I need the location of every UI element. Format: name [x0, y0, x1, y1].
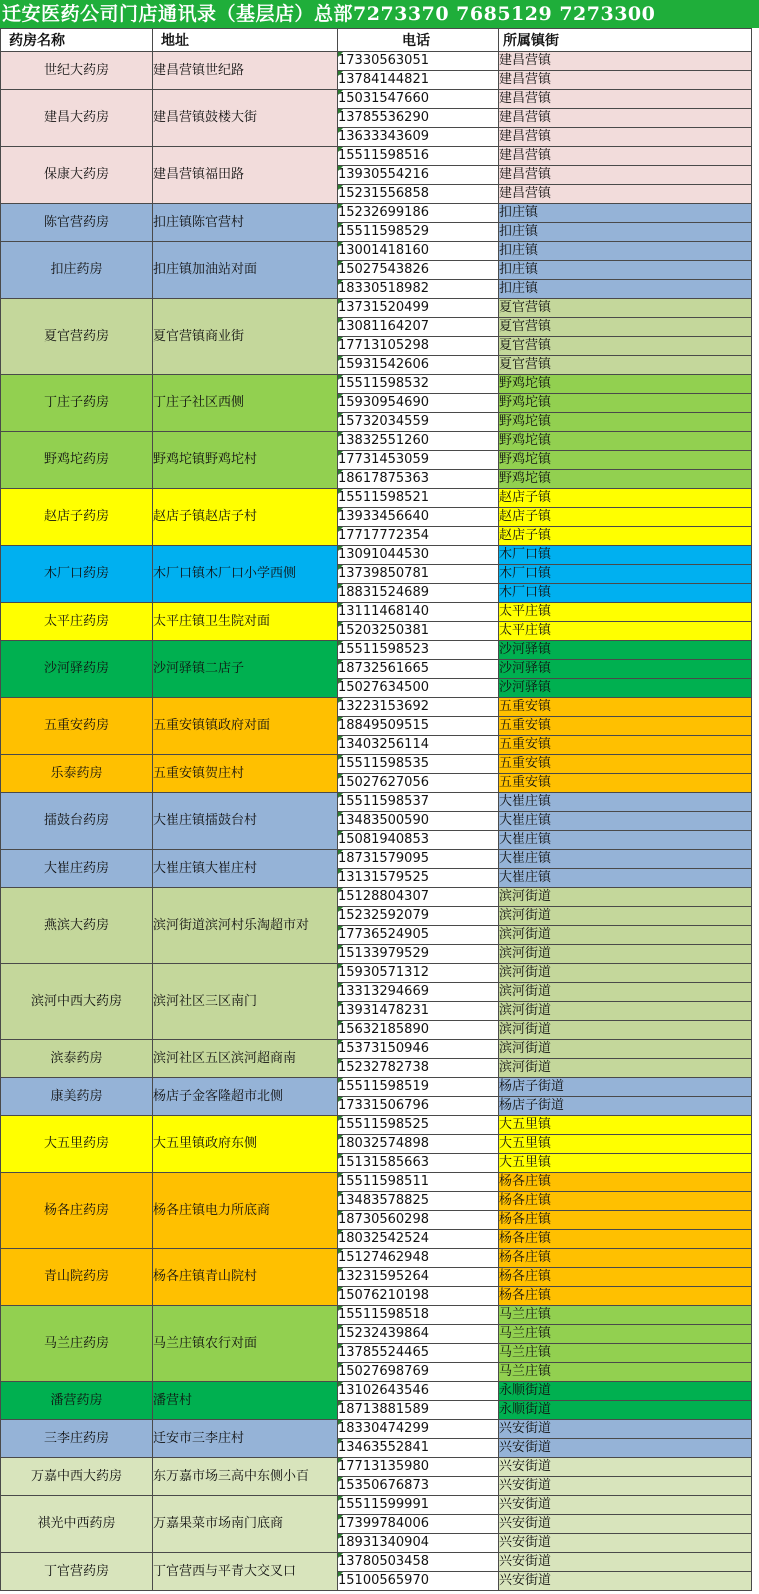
- store-phone: 18732561665: [338, 660, 499, 679]
- store-address: 滨河社区三区南门: [153, 964, 338, 1040]
- store-town: 沙河驿镇: [499, 641, 752, 660]
- store-town: 野鸡坨镇: [499, 413, 752, 432]
- table-body: [1, 52, 752, 1591]
- store-phone: 13930554216: [338, 166, 499, 185]
- store-town: 滨河街道: [499, 983, 752, 1002]
- store-name: 丁官营药房: [1, 1553, 153, 1591]
- store-phone: 15511598535: [338, 755, 499, 774]
- store-town: 兴安街道: [499, 1439, 752, 1458]
- store-phone: 15931542606: [338, 356, 499, 375]
- store-name: 大崔庄药房: [1, 850, 153, 888]
- store-town: 马兰庄镇: [499, 1325, 752, 1344]
- store-address: 万嘉果菜市场南门底商: [153, 1496, 338, 1553]
- store-town: 木厂口镇: [499, 584, 752, 603]
- store-phone: 18931340904: [338, 1534, 499, 1553]
- store-phone: 18617875363: [338, 470, 499, 489]
- store-town: 五重安镇: [499, 717, 752, 736]
- store-phone: 18731579095: [338, 850, 499, 869]
- store-town: 滨河街道: [499, 945, 752, 964]
- header-town: 所属镇街: [499, 29, 752, 52]
- store-town: 兴安街道: [499, 1534, 752, 1553]
- store-town: 永顺街道: [499, 1382, 752, 1401]
- store-phone: 15511598529: [338, 223, 499, 242]
- store-town: 赵店子镇: [499, 527, 752, 546]
- store-town: 滨河街道: [499, 926, 752, 945]
- store-phone: 15133979529: [338, 945, 499, 964]
- store-town: 滨河街道: [499, 1040, 752, 1059]
- store-phone: 18730560298: [338, 1211, 499, 1230]
- store-town: 野鸡坨镇: [499, 432, 752, 451]
- store-phone: 13739850781: [338, 565, 499, 584]
- store-town: 沙河驿镇: [499, 660, 752, 679]
- store-address: 木厂口镇木厂口小学西侧: [153, 546, 338, 603]
- store-name: 陈官营药房: [1, 204, 153, 242]
- store-name: 野鸡坨药房: [1, 432, 153, 489]
- store-phone: 15930954690: [338, 394, 499, 413]
- store-phone: 15131585663: [338, 1154, 499, 1173]
- store-town: 扣庄镇: [499, 204, 752, 223]
- store-town: 杨各庄镇: [499, 1173, 752, 1192]
- store-phone: 13633343609: [338, 128, 499, 147]
- store-town: 滨河街道: [499, 1021, 752, 1040]
- store-town: 杨各庄镇: [499, 1268, 752, 1287]
- store-town: 大崔庄镇: [499, 831, 752, 850]
- store-town: 兴安街道: [499, 1572, 752, 1591]
- store-name: 燕滨大药房: [1, 888, 153, 964]
- store-town: 野鸡坨镇: [499, 394, 752, 413]
- store-phone: 18032542524: [338, 1230, 499, 1249]
- store-town: 建昌营镇: [499, 52, 752, 71]
- store-town: 建昌营镇: [499, 185, 752, 204]
- store-address: 大崔庄镇擂鼓台村: [153, 793, 338, 850]
- store-address: 赵店子镇赵店子村: [153, 489, 338, 546]
- store-town: 建昌营镇: [499, 147, 752, 166]
- store-phone: 13731520499: [338, 299, 499, 318]
- store-name: 太平庄药房: [1, 603, 153, 641]
- table-row: [1, 1249, 752, 1268]
- store-address: 扣庄镇陈官营村: [153, 204, 338, 242]
- table-row: [1, 1306, 752, 1325]
- store-phone: 18330518982: [338, 280, 499, 299]
- store-phone: 15511598521: [338, 489, 499, 508]
- store-phone: 13483578825: [338, 1192, 499, 1211]
- store-phone: 15511599991: [338, 1496, 499, 1515]
- table-row: [1, 432, 752, 451]
- store-town: 滨河街道: [499, 964, 752, 983]
- store-town: 建昌营镇: [499, 71, 752, 90]
- table-row: [1, 52, 752, 71]
- store-town: 建昌营镇: [499, 90, 752, 109]
- store-town: 兴安街道: [499, 1496, 752, 1515]
- store-phone: 15511598532: [338, 375, 499, 394]
- store-address: 野鸡坨镇野鸡坨村: [153, 432, 338, 489]
- store-name: 夏官营药房: [1, 299, 153, 375]
- store-name: 五重安药房: [1, 698, 153, 755]
- table-row: [1, 242, 752, 261]
- store-address: 滨河社区五区滨河超商南: [153, 1040, 338, 1078]
- store-name: 保康大药房: [1, 147, 153, 204]
- store-address: 沙河驿镇二店子: [153, 641, 338, 698]
- store-phone: 15232592079: [338, 907, 499, 926]
- store-address: 建昌营镇鼓楼大街: [153, 90, 338, 147]
- store-town: 滨河街道: [499, 907, 752, 926]
- store-name: 马兰庄药房: [1, 1306, 153, 1382]
- store-town: 夏官营镇: [499, 337, 752, 356]
- store-name: 滨泰药房: [1, 1040, 153, 1078]
- store-town: 兴安街道: [499, 1553, 752, 1572]
- store-town: 杨各庄镇: [499, 1249, 752, 1268]
- store-phone: 15232699186: [338, 204, 499, 223]
- sheet-title: 迁安医药公司门店通讯录（基层店）总部7273370 7685129 7273300: [0, 0, 759, 28]
- store-phone: 13931478231: [338, 1002, 499, 1021]
- store-town: 大五里镇: [499, 1135, 752, 1154]
- table-row: [1, 1420, 752, 1439]
- store-town: 杨各庄镇: [499, 1287, 752, 1306]
- store-phone: 13001418160: [338, 242, 499, 261]
- store-town: 扣庄镇: [499, 242, 752, 261]
- store-phone: 15127462948: [338, 1249, 499, 1268]
- store-name: 擂鼓台药房: [1, 793, 153, 850]
- store-town: 滨河街道: [499, 1059, 752, 1078]
- store-town: 大崔庄镇: [499, 850, 752, 869]
- store-name: 赵店子药房: [1, 489, 153, 546]
- store-phone: 15027627056: [338, 774, 499, 793]
- store-name: 祺光中西药房: [1, 1496, 153, 1553]
- store-town: 夏官营镇: [499, 318, 752, 337]
- store-address: 五重安镇贺庄村: [153, 755, 338, 793]
- store-town: 野鸡坨镇: [499, 451, 752, 470]
- store-phone: 13131579525: [338, 869, 499, 888]
- store-phone: 15373150946: [338, 1040, 499, 1059]
- store-address: 滨河街道滨河村乐淘超市对: [153, 888, 338, 964]
- store-name: 万嘉中西大药房: [1, 1458, 153, 1496]
- store-address: 建昌营镇世纪路: [153, 52, 338, 90]
- store-name: 康美药房: [1, 1078, 153, 1116]
- store-phone: 17399784006: [338, 1515, 499, 1534]
- store-town: 太平庄镇: [499, 603, 752, 622]
- store-phone: 15511598511: [338, 1173, 499, 1192]
- store-town: 兴安街道: [499, 1458, 752, 1477]
- store-town: 太平庄镇: [499, 622, 752, 641]
- store-address: 潘营村: [153, 1382, 338, 1420]
- store-phone: 15930571312: [338, 964, 499, 983]
- store-address: 杨店子金客隆超市北侧: [153, 1078, 338, 1116]
- store-town: 兴安街道: [499, 1477, 752, 1496]
- store-phone: 13832551260: [338, 432, 499, 451]
- store-phone: 15511598525: [338, 1116, 499, 1135]
- store-town: 野鸡坨镇: [499, 375, 752, 394]
- store-phone: 17731453059: [338, 451, 499, 470]
- store-phone: 13111468140: [338, 603, 499, 622]
- store-address: 建昌营镇福田路: [153, 147, 338, 204]
- store-town: 杨店子街道: [499, 1097, 752, 1116]
- table-row: [1, 375, 752, 394]
- store-address: 迁安市三李庄村: [153, 1420, 338, 1458]
- store-phone: 15511598516: [338, 147, 499, 166]
- store-phone: 13102643546: [338, 1382, 499, 1401]
- table-row: [1, 850, 752, 869]
- store-phone: 17713105298: [338, 337, 499, 356]
- store-name: 世纪大药房: [1, 52, 153, 90]
- store-phone: 13223153692: [338, 698, 499, 717]
- store-town: 大崔庄镇: [499, 793, 752, 812]
- store-address: 扣庄镇加油站对面: [153, 242, 338, 299]
- table-row: [1, 1173, 752, 1192]
- table-row: [1, 755, 752, 774]
- store-address: 夏官营镇商业街: [153, 299, 338, 375]
- store-town: 滨河街道: [499, 888, 752, 907]
- table-row: [1, 147, 752, 166]
- store-town: 五重安镇: [499, 736, 752, 755]
- store-phone: 13933456640: [338, 508, 499, 527]
- table-row: [1, 1116, 752, 1135]
- store-address: 丁庄子社区西侧: [153, 375, 338, 432]
- store-phone: 15027634500: [338, 679, 499, 698]
- store-name: 大五里药房: [1, 1116, 153, 1173]
- table-row: [1, 1458, 752, 1477]
- store-name: 滨河中西大药房: [1, 964, 153, 1040]
- store-phone: 15027698769: [338, 1363, 499, 1382]
- store-phone: 15027543826: [338, 261, 499, 280]
- store-address: 太平庄镇卫生院对面: [153, 603, 338, 641]
- table-row: [1, 489, 752, 508]
- store-town: 马兰庄镇: [499, 1344, 752, 1363]
- store-town: 夏官营镇: [499, 299, 752, 318]
- store-table: [0, 28, 752, 1591]
- store-address: 丁官营西与平青大交叉口: [153, 1553, 338, 1591]
- table-row: [1, 964, 752, 983]
- store-name: 杨各庄药房: [1, 1173, 153, 1249]
- store-address: 马兰庄镇农行对面: [153, 1306, 338, 1382]
- store-phone: 15232782738: [338, 1059, 499, 1078]
- table-row: [1, 90, 752, 109]
- store-phone: 13403256114: [338, 736, 499, 755]
- table-row: [1, 1553, 752, 1572]
- store-phone: 18849509515: [338, 717, 499, 736]
- store-phone: 13780503458: [338, 1553, 499, 1572]
- store-name: 丁庄子药房: [1, 375, 153, 432]
- store-town: 杨店子街道: [499, 1078, 752, 1097]
- store-town: 马兰庄镇: [499, 1363, 752, 1382]
- store-phone: 15076210198: [338, 1287, 499, 1306]
- store-phone: 15511598519: [338, 1078, 499, 1097]
- store-town: 杨各庄镇: [499, 1211, 752, 1230]
- store-name: 青山院药房: [1, 1249, 153, 1306]
- store-phone: 13483500590: [338, 812, 499, 831]
- table-row: [1, 546, 752, 565]
- store-town: 扣庄镇: [499, 280, 752, 299]
- store-name: 潘营药房: [1, 1382, 153, 1420]
- table-row: [1, 888, 752, 907]
- store-phone: 17713135980: [338, 1458, 499, 1477]
- store-town: 赵店子镇: [499, 489, 752, 508]
- store-phone: 17717772354: [338, 527, 499, 546]
- store-name: 沙河驿药房: [1, 641, 153, 698]
- header-row: [1, 29, 752, 52]
- store-phone: 13231595264: [338, 1268, 499, 1287]
- store-town: 五重安镇: [499, 774, 752, 793]
- store-phone: 15732034559: [338, 413, 499, 432]
- store-address: 杨各庄镇电力所底商: [153, 1173, 338, 1249]
- store-town: 野鸡坨镇: [499, 470, 752, 489]
- store-phone: 17736524905: [338, 926, 499, 945]
- store-phone: 13091044530: [338, 546, 499, 565]
- store-town: 大五里镇: [499, 1154, 752, 1173]
- store-town: 大崔庄镇: [499, 869, 752, 888]
- store-phone: 15232439864: [338, 1325, 499, 1344]
- store-town: 扣庄镇: [499, 223, 752, 242]
- store-town: 大五里镇: [499, 1116, 752, 1135]
- store-town: 建昌营镇: [499, 166, 752, 185]
- store-address: 东万嘉市场三高中东侧小百: [153, 1458, 338, 1496]
- table-row: [1, 603, 752, 622]
- store-phone: 13785536290: [338, 109, 499, 128]
- store-phone: 15350676873: [338, 1477, 499, 1496]
- store-phone: 13784144821: [338, 71, 499, 90]
- store-phone: 15511598518: [338, 1306, 499, 1325]
- header-address: 地址: [153, 29, 338, 52]
- store-phone: 18330474299: [338, 1420, 499, 1439]
- store-town: 滨河街道: [499, 1002, 752, 1021]
- header-name: 药房名称: [1, 29, 153, 52]
- store-town: 扣庄镇: [499, 261, 752, 280]
- store-town: 五重安镇: [499, 698, 752, 717]
- store-phone: 15128804307: [338, 888, 499, 907]
- store-town: 杨各庄镇: [499, 1230, 752, 1249]
- store-address: 杨各庄镇青山院村: [153, 1249, 338, 1306]
- table-row: [1, 204, 752, 223]
- store-phone: 15231556858: [338, 185, 499, 204]
- store-name: 建昌大药房: [1, 90, 153, 147]
- table-row: [1, 1382, 752, 1401]
- table-row: [1, 1040, 752, 1059]
- table-row: [1, 793, 752, 812]
- table-row: [1, 1496, 752, 1515]
- store-phone: 13463552841: [338, 1439, 499, 1458]
- store-town: 赵店子镇: [499, 508, 752, 527]
- store-phone: 13313294669: [338, 983, 499, 1002]
- table-row: [1, 1078, 752, 1097]
- store-phone: 15632185890: [338, 1021, 499, 1040]
- store-name: 三李庄药房: [1, 1420, 153, 1458]
- store-town: 大崔庄镇: [499, 812, 752, 831]
- store-phone: 13081164207: [338, 318, 499, 337]
- store-phone: 18831524689: [338, 584, 499, 603]
- store-town: 兴安街道: [499, 1420, 752, 1439]
- store-town: 兴安街道: [499, 1515, 752, 1534]
- store-name: 乐泰药房: [1, 755, 153, 793]
- store-phone: 17330563051: [338, 52, 499, 71]
- store-town: 木厂口镇: [499, 565, 752, 584]
- table-row: [1, 299, 752, 318]
- store-town: 永顺街道: [499, 1401, 752, 1420]
- store-phone: 15081940853: [338, 831, 499, 850]
- store-phone: 18713881589: [338, 1401, 499, 1420]
- store-town: 五重安镇: [499, 755, 752, 774]
- store-name: 木厂口药房: [1, 546, 153, 603]
- store-phone: 18032574898: [338, 1135, 499, 1154]
- store-town: 马兰庄镇: [499, 1306, 752, 1325]
- store-town: 杨各庄镇: [499, 1192, 752, 1211]
- table-row: [1, 641, 752, 660]
- store-phone: 13785524465: [338, 1344, 499, 1363]
- store-town: 建昌营镇: [499, 109, 752, 128]
- store-town: 夏官营镇: [499, 356, 752, 375]
- table-row: [1, 698, 752, 717]
- store-town: 建昌营镇: [499, 128, 752, 147]
- store-phone: 15511598523: [338, 641, 499, 660]
- header-phone: 电话: [338, 29, 499, 52]
- store-phone: 15511598537: [338, 793, 499, 812]
- store-phone: 17331506796: [338, 1097, 499, 1116]
- store-name: 扣庄药房: [1, 242, 153, 299]
- store-address: 五重安镇镇政府对面: [153, 698, 338, 755]
- store-address: 大五里镇政府东侧: [153, 1116, 338, 1173]
- store-address: 大崔庄镇大崔庄村: [153, 850, 338, 888]
- store-town: 木厂口镇: [499, 546, 752, 565]
- store-town: 沙河驿镇: [499, 679, 752, 698]
- store-phone: 15203250381: [338, 622, 499, 641]
- store-phone: 15031547660: [338, 90, 499, 109]
- store-phone: 15100565970: [338, 1572, 499, 1591]
